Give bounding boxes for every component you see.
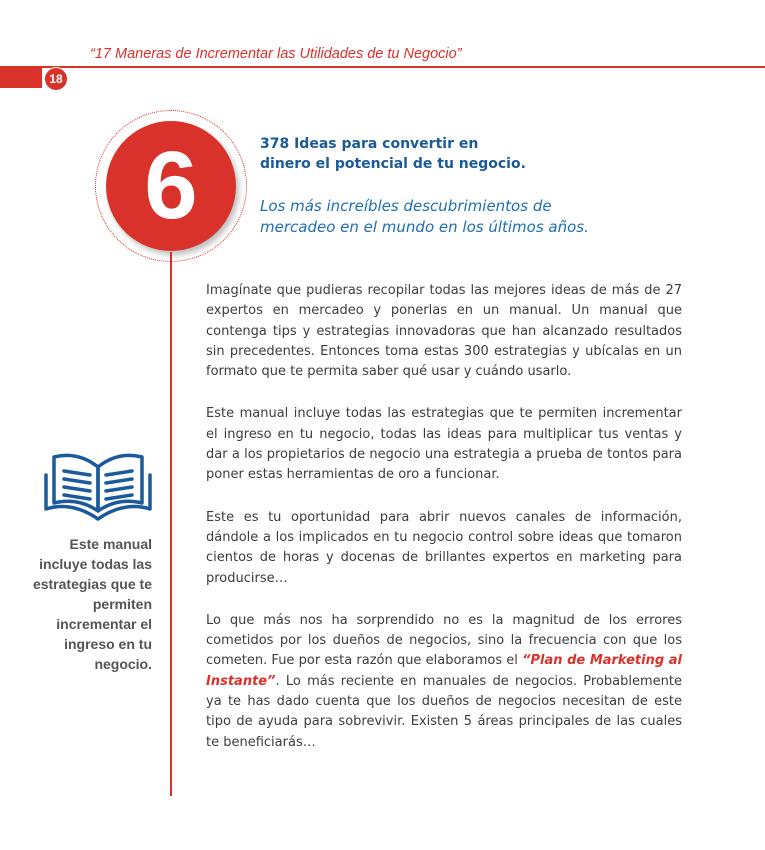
body-paragraph-text: Lo que más nos ha sorprendido no es la magnitud de los errores cometidos por los dueños de negocios, sino la frecuencia con que los cometen. Fue por esta razón que elaboramos el: [206, 612, 682, 669]
header-rule: [0, 66, 765, 68]
sidebar-pull-quote: Este manual incluye todas las estrategias que te permiten incrementar el ingreso en tu negocio.: [32, 536, 152, 672]
section-number: 6: [106, 121, 236, 251]
page-tab: [0, 68, 42, 88]
section-heading-line: dinero el potencial de tu negocio.: [260, 156, 526, 172]
body-paragraph: Este manual incluye todas las estrategias que te permiten incrementar el ingreso en tu negocio, todas las ideas para multiplicar tus ventas y dar a los propietarios de negocio una estrategia a prueba de tontos para poner estas herramientas de oro a funcionar.: [206, 406, 682, 483]
section-subheading-line: Los más increíbles descubrimientos de: [260, 197, 552, 215]
body-paragraph: Imagínate que pudieras recopilar todas las mejores ideas de más de 27 expertos en mercadeo y ponerlas en un manual. Un manual que contenga tips y estrategias innovadoras que han alcanzado resultados sin precedentes. Entonces toma estas 300 estrategias y ubícalas en un formato que te permita saber qué usar y cuándo usarlo.: [206, 283, 682, 380]
vertical-divider: [170, 252, 172, 796]
body-text: [206, 281, 682, 775]
plan-title-emphasis: “Plan de Marketing al Instante”: [206, 653, 682, 689]
body-paragraph-text: . Lo más reciente en manuales de negocios. Probablemente ya te has dado cuenta que los dueños de negocios necesitan de este tipo de ayuda para sobrevivir. Existen 5 áreas principales de las cuales te beneficiarás…: [206, 673, 682, 750]
section-heading-line: 378 Ideas para convertir en: [260, 136, 479, 152]
running-header-title: “17 Maneras de Incrementar las Utilidades de tu Negocio”: [90, 46, 462, 62]
body-paragraph: Este es tu oportunidad para abrir nuevos canales de información, dándole a los implicados en tu negocio control sobre ideas que tomaron cientos de horas y docenas de brillantes expertos en marketing para producirse…: [206, 509, 682, 586]
section-subheading: [260, 196, 620, 238]
open-book-icon: [40, 449, 156, 527]
section-heading: [260, 134, 620, 174]
body-paragraph: [206, 611, 682, 753]
page-number-badge: 18: [44, 67, 68, 91]
section-subheading-line: mercadeo en el mundo en los últimos años.: [260, 218, 589, 236]
